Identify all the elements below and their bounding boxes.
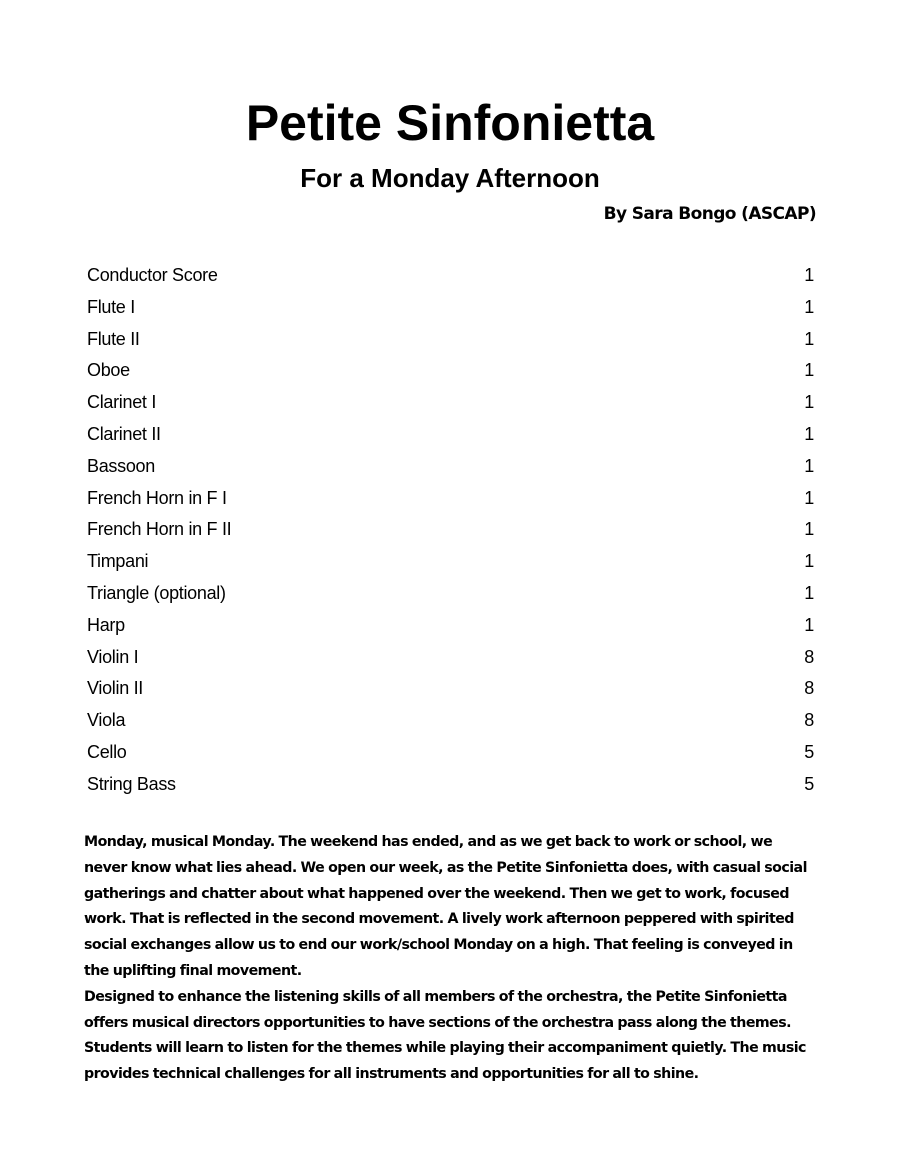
instrumentation-list	[87, 260, 814, 801]
part-row-violin-1	[87, 642, 814, 674]
part-row-clarinet-1	[87, 387, 814, 419]
part-count: 1	[804, 392, 814, 413]
part-name: Viola	[87, 710, 126, 731]
part-name: Oboe	[87, 360, 130, 381]
part-count: 1	[804, 487, 814, 508]
program-notes	[84, 830, 816, 1088]
part-row-timpani	[87, 546, 814, 578]
part-name: Conductor Score	[87, 265, 218, 285]
part-row-harp	[87, 610, 814, 642]
part-count: 1	[804, 360, 814, 381]
part-name: French Horn in F I	[87, 487, 227, 508]
part-count: 1	[804, 582, 814, 603]
part-row-violin-2	[87, 673, 814, 705]
part-count: 5	[804, 741, 814, 762]
part-count: 1	[804, 455, 814, 476]
part-row-triangle	[87, 578, 814, 610]
part-count: 8	[804, 678, 814, 699]
part-count: 8	[804, 646, 814, 667]
part-row-string-bass	[87, 769, 814, 801]
part-name: Triangle (optional)	[87, 582, 226, 603]
part-row-oboe	[87, 355, 814, 387]
part-row-french-horn-1	[87, 483, 814, 515]
part-count: 1	[804, 614, 814, 635]
program-notes-paragraph: Monday, musical Monday. The weekend has ended, and as we get back to work or school, we never know what lies ahead. We open our week, as the Petite Sinfonietta does, with casual social gatherings and chatter about what happened over the weekend. Then we get to work, focused work. That is reflected in the second movement. A lively work afternoon peppered with spirited social exchanges allow us to end our work/school Monday on a high. That feeling is conveyed in the uplifting final movement.	[84, 834, 807, 979]
page-title: Petite Sinfonietta	[245, 95, 655, 151]
part-name: String Bass	[87, 773, 176, 794]
part-row-bassoon	[87, 451, 814, 483]
composer-credit: By Sara Bongo (ASCAP)	[603, 204, 816, 224]
part-name: Flute II	[87, 328, 140, 349]
part-row-flute-1	[87, 292, 814, 324]
page-subtitle: For a Monday Afternoon	[300, 163, 600, 193]
part-count: 1	[804, 519, 814, 540]
part-name: Violin I	[87, 646, 139, 667]
part-name: Harp	[87, 614, 125, 635]
part-row-flute-2	[87, 324, 814, 356]
part-count: 1	[804, 296, 814, 317]
program-notes-paragraph: Designed to enhance the listening skills of all members of the orchestra, the Petite Sinfonietta offers musical directors opportunities to have sections of the orchestra pass along the themes. Students will learn to listen for the themes while playing their accompaniment quietly. The music provides technical challenges for all instruments and opportunities for all to shine.	[84, 988, 806, 1083]
part-name: Violin II	[87, 678, 144, 699]
part-row-conductor-score	[87, 260, 814, 292]
part-count: 8	[804, 710, 814, 731]
part-name: Clarinet I	[87, 392, 157, 413]
part-row-french-horn-2	[87, 514, 814, 546]
part-count: 1	[804, 265, 814, 285]
part-name: French Horn in F II	[87, 519, 232, 540]
part-row-viola	[87, 705, 814, 737]
part-count: 1	[804, 551, 814, 572]
part-count: 1	[804, 328, 814, 349]
part-count: 5	[804, 773, 814, 794]
part-row-clarinet-2	[87, 419, 814, 451]
part-name: Bassoon	[87, 455, 155, 476]
part-name: Clarinet II	[87, 423, 161, 444]
part-name: Cello	[87, 741, 127, 762]
part-name: Flute I	[87, 296, 135, 317]
part-row-cello	[87, 737, 814, 769]
part-count: 1	[804, 423, 814, 444]
part-name: Timpani	[87, 551, 149, 572]
